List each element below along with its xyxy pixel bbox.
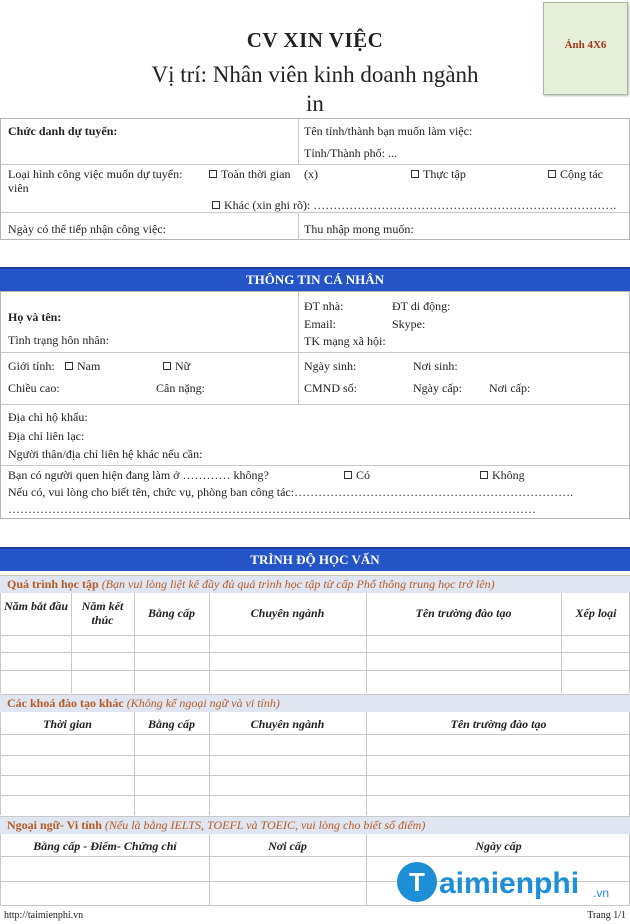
- cv-subtitle-line1: Vị trí: Nhân viên kinh doanh ngành: [151, 62, 479, 87]
- acquaintance-no[interactable]: [480, 468, 525, 483]
- checkbox-icon[interactable]: [344, 471, 352, 479]
- id-place-label: Nơi cấp:: [489, 381, 531, 395]
- province-label: Tên tỉnh/thành bạn muốn làm việc:: [304, 124, 473, 138]
- height-label: Chiều cao:: [8, 381, 60, 395]
- logo-icon: [395, 857, 625, 907]
- id-date-label: Ngày cấp:: [413, 381, 462, 395]
- divider: [298, 119, 299, 164]
- gender-female-label: Nữ: [175, 359, 191, 373]
- checkbox-icon[interactable]: [65, 362, 73, 370]
- social-label: TK mạng xã hội:: [304, 334, 386, 348]
- col-label: Năm kết thúc: [81, 599, 124, 627]
- other-courses-table: [0, 712, 630, 815]
- cv-subtitle-line2: in: [306, 91, 324, 116]
- contact-address-label: Địa chỉ liên lạc:: [8, 429, 85, 443]
- table-row: [1, 652, 629, 653]
- other-courses-title: Các khoá đào tạo khác: [7, 696, 124, 710]
- col-start-year: [1, 599, 71, 613]
- divider: [1, 164, 629, 165]
- option-intern-label: Thực tập: [423, 167, 466, 181]
- acquaintance-dots: ……………………………………………………………………………………………………………………: [8, 502, 536, 516]
- col-rank: Xếp loại: [575, 606, 617, 620]
- option-collab-label: Cộng tác: [560, 167, 603, 181]
- photo-label: Ảnh 4X6: [564, 39, 607, 51]
- option-fulltime-mark: (x): [304, 167, 318, 181]
- photo-placeholder[interactable]: [543, 2, 628, 95]
- language-it-subheading: [0, 816, 630, 834]
- option-collab[interactable]: [548, 167, 603, 182]
- divider: [298, 292, 299, 404]
- cv-subtitle: [110, 60, 520, 118]
- skype-label: Skype:: [392, 317, 426, 331]
- personal-info-heading: THÔNG TIN CÁ NHÂN: [0, 267, 630, 291]
- option-fulltime[interactable]: [209, 167, 291, 182]
- mobile-phone-label: ĐT di động:: [392, 299, 451, 313]
- col-major: Chuyên ngành: [250, 606, 325, 620]
- divider: [1, 352, 629, 353]
- table-row: [1, 734, 629, 735]
- col-major: Chuyên ngành: [250, 717, 325, 731]
- col-degree: Bằng cấp: [147, 606, 195, 620]
- job-type-label: Loại hình công việc muốn dự tuyển:: [8, 167, 183, 181]
- gender-male[interactable]: [65, 359, 100, 374]
- other-courses-subheading: [0, 694, 630, 712]
- email-label: Email:: [304, 317, 336, 331]
- col-label: Năm bắt đầu: [3, 599, 68, 613]
- study-process-subheading: [0, 575, 630, 593]
- checkbox-icon[interactable]: [480, 471, 488, 479]
- acquaintance-yes-label: Có: [356, 468, 371, 482]
- col-end-year: [71, 599, 134, 627]
- checkbox-icon[interactable]: [411, 170, 419, 178]
- option-other-label: Khác (xin ghi rõ): ………………………………………………………………….: [224, 198, 617, 212]
- language-it-title: Ngoại ngữ- Vi tính: [7, 818, 102, 832]
- option-intern[interactable]: [411, 167, 466, 182]
- study-process-title: Quá trình học tập: [7, 577, 99, 591]
- acquaintance-yes[interactable]: [344, 468, 370, 483]
- id-number-label: CMND số:: [304, 381, 358, 395]
- taimienphi-logo: [395, 857, 625, 907]
- province-value[interactable]: Tỉnh/Thành phố: ...: [304, 146, 397, 160]
- option-fulltime-label: Toàn thời gian: [221, 167, 291, 181]
- col-school: Tên trường đào tạo: [450, 717, 547, 731]
- col-degree: Bằng cấp: [147, 717, 195, 731]
- cv-title: CV XIN VIỆC: [246, 28, 384, 52]
- other-courses-note: (Không kể ngoại ngữ và vi tính): [126, 696, 280, 710]
- weight-label: Cân nặng:: [156, 381, 205, 395]
- acquaintance-question: Bạn có người quen hiện đang làm ở ………… không?: [8, 468, 269, 482]
- table-row: [1, 755, 629, 756]
- study-process-note: (Bạn vui lòng liệt kê đầy đủ quá trình học tập từ cấp Phổ thông trung học trở lên): [101, 577, 495, 591]
- salary-label: Thu nhập mong muốn:: [304, 222, 414, 236]
- acquaintance-detail: Nếu có, vui lòng cho biết tên, chức vụ, phòng ban công tác:…………………………………………………………….: [8, 485, 574, 499]
- col-issue-date: Ngày cấp: [475, 839, 522, 853]
- education-heading: TRÌNH ĐỘ HỌC VẤN: [0, 547, 630, 571]
- acquaintance-no-label: Không: [492, 468, 525, 482]
- language-it-note: (Nếu là bằng IELTS, TOEFL và TOEIC, vui lòng cho biết số điểm): [104, 818, 426, 832]
- logo-suffix: .vn: [593, 886, 610, 900]
- option-other[interactable]: [212, 198, 616, 213]
- logo-text: aimienphi: [439, 867, 580, 900]
- permanent-address-label: Địa chỉ hộ khẩu:: [8, 410, 88, 424]
- logo-letter: T: [409, 867, 425, 897]
- position-label: Chức danh dự tuyển:: [8, 124, 118, 138]
- job-info-table: [0, 118, 630, 240]
- table-row: [1, 670, 629, 671]
- checkbox-icon[interactable]: [548, 170, 556, 178]
- study-process-table: [0, 593, 630, 693]
- checkbox-icon[interactable]: [212, 201, 220, 209]
- home-phone-label: ĐT nhà:: [304, 299, 344, 313]
- footer-page: Trang 1/1: [587, 910, 626, 921]
- checkbox-icon[interactable]: [163, 362, 171, 370]
- job-type-label-cont: viên: [8, 181, 29, 195]
- start-date-label: Ngày có thể tiếp nhận công việc:: [8, 222, 166, 236]
- col-issuer: Nơi cấp: [268, 839, 307, 853]
- table-row: [1, 635, 629, 636]
- divider: [1, 404, 629, 405]
- gender-female[interactable]: [163, 359, 190, 374]
- relative-address-label: Người thân/địa chỉ liên hệ khác nếu cần:: [8, 447, 203, 461]
- table-row: [1, 795, 629, 796]
- footer-url[interactable]: http://taimienphi.vn: [4, 910, 84, 921]
- pob-label: Nơi sinh:: [413, 359, 458, 373]
- divider: [1, 465, 629, 466]
- gender-male-label: Nam: [77, 359, 101, 373]
- table-row: [1, 775, 629, 776]
- col-time: Thời gian: [43, 717, 92, 731]
- divider: [298, 212, 299, 240]
- name-label: Họ và tên:: [8, 310, 62, 324]
- gender-label: Giới tính:: [8, 359, 55, 373]
- checkbox-icon[interactable]: [209, 170, 217, 178]
- personal-info-table: [0, 291, 630, 519]
- dob-label: Ngày sinh:: [304, 359, 357, 373]
- col-certificate: Bằng cấp - Điểm- Chứng chỉ: [33, 839, 177, 853]
- col-school: Tên trường đào tạo: [415, 606, 512, 620]
- marital-label: Tình trạng hôn nhân:: [8, 333, 109, 347]
